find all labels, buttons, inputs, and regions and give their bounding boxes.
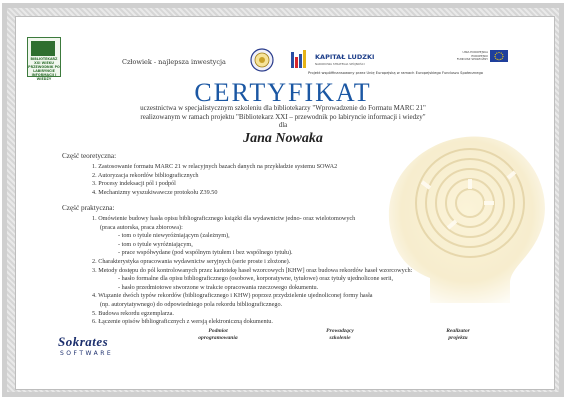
list-item: 2. Autoryzacja rekordów bibliograficznych	[92, 171, 199, 179]
list-item: - tom o tytule niewyróżniającym (zależnym),	[118, 232, 230, 240]
intro-line: realizowanym w ramach projektu "Bibliotekarz XXI – przewodnik po labiryncie informacji i wiedzy"	[140, 112, 426, 121]
signature-line: projektu	[448, 335, 468, 341]
signature-block	[418, 328, 498, 342]
practice-heading: Część praktyczna:	[62, 204, 115, 212]
signature-block	[300, 328, 380, 342]
signature-line: szkolenie	[329, 335, 351, 341]
list-item: (np. autorytatywnego) do odpowiedniego pola rekordu bibliograficznego.	[100, 300, 283, 308]
list-item: 1. Omówienie budowy hasła opisu bibliograficznego książki dla wydawnictw jedno- oraz wielotomowych	[92, 215, 356, 222]
seal-icon	[250, 48, 274, 72]
certificate-intro	[60, 104, 506, 130]
kapital-ludzki-label: KAPITAŁ LUDZKI	[315, 53, 375, 61]
library-logo-line: PRZEWODNIK PO LABIRYNCIE	[28, 65, 60, 73]
kapital-ludzki-icon	[290, 48, 310, 70]
eu-flag-icon	[490, 50, 508, 62]
signature-line: oprogramowania	[198, 335, 238, 341]
signature-line: Podmiot	[208, 328, 228, 334]
library-logo-line: XXI WIEKU	[34, 61, 54, 65]
list-item: 5. Budowa rekordu egzemplarza.	[92, 309, 174, 317]
cofinance-note: Projekt współfinansowany przez Unię Europejską w ramach Europejskiego Funduszu Społecznego	[308, 71, 483, 75]
list-item: 2. Charakterystyka opracowania wydawnictw seryjnych (serie proste i złożone).	[92, 257, 291, 265]
list-item: 1. Zastosowanie formatu MARC 21 w relacyjnych bazach danych na przykładzie systemu SOWA2	[92, 163, 338, 170]
list-item: - prace współwydane (pod wspólnym tytułem i bez wspólnego tytułu).	[118, 249, 293, 257]
signature-block	[178, 328, 258, 342]
intro-line: uczestnictwa w specjalistycznym szkoleniu dla bibliotekarzy "Wprowadzenie do Formatu MARC 21"	[140, 104, 426, 112]
theory-heading: Część teoretyczna:	[62, 152, 117, 160]
sokrates-logo: Sokrates	[58, 334, 109, 349]
motto-text: Człowiek - najlepsza inwestycja	[122, 58, 226, 66]
list-item: 3. Metody dostępu do pól kontrolowanych przez kartotekę haseł wzorcowych [KHW] oraz budowa rekordów haseł wzorcowych:	[92, 266, 413, 274]
list-item: - tom o tytule wyróżniającym,	[118, 240, 193, 248]
eu-text-content: UNIA EUROPEJSKA EUROPEJSKI FUNDUSZ SPOŁECZNY	[456, 50, 488, 62]
list-item: - hasło przedmiotowe stworzone w trakcie opracowania rzeczowego dokumentu.	[118, 283, 319, 291]
sokrates-logo-sub: SOFTWARE	[60, 350, 114, 357]
signature-line: Realizator	[446, 328, 470, 334]
list-item: 4. Mechanizmy wyszukiwawcze protokołu Z39.50	[92, 188, 218, 196]
library-logo-line: INFORMACJI I WIEDZY	[31, 73, 57, 81]
signature-line: Prowadzący	[326, 328, 354, 334]
kapital-ludzki-sub: NARODOWA STRATEGIA SPÓJNOŚCI	[315, 62, 365, 66]
list-item: (praca autorska, praca zbiorowa):	[100, 223, 183, 231]
list-item: - hasło formalne dla opisu bibliograficznego (osobowe, korporatywne, tytułowe) oraz tytuły ujednolicone serii,	[118, 275, 394, 283]
list-item: 6. Łączenie opisów bibliograficznych z wersją elektroniczną dokumentu.	[92, 318, 273, 326]
certificate-title: CERTYFIKAT	[194, 78, 372, 107]
recipient-name: Jana Nowaka	[243, 131, 323, 146]
list-item: 3. Procesy indeksacji pól i podpól	[92, 180, 176, 188]
theory-list	[92, 163, 337, 197]
library-logo-icon	[27, 37, 61, 81]
practice-list	[92, 215, 412, 327]
list-item: 4. Wiązanie dwóch typów rekordów (bibliograficznego i KHW) poprzez przydzielenie ujednoliconej formy hasła	[92, 292, 373, 300]
library-logo-line: BIBLIOTEKARZ	[30, 57, 58, 61]
eu-text	[448, 51, 488, 62]
intro-line: dla	[278, 121, 288, 130]
